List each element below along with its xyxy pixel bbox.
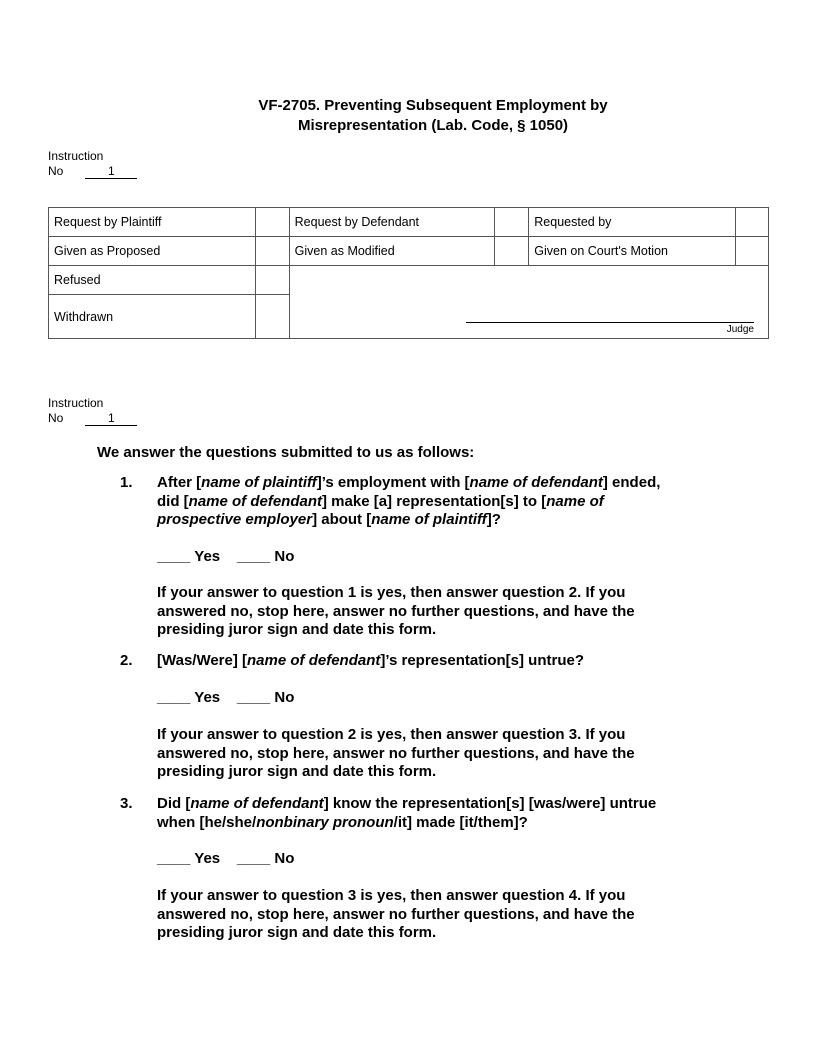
placeholder-text: name of defendant <box>247 652 381 669</box>
given-as-modified-label: Given as Modified <box>289 237 495 266</box>
followup-line: answered no, stop here, answer no further questions, and have the <box>157 905 635 923</box>
given-as-modified-box[interactable] <box>495 237 529 266</box>
placeholder-text: name of plaintiff <box>371 511 487 528</box>
requested-by-label: Requested by <box>529 208 736 237</box>
question-text-segment: ]’s employment with [ <box>316 474 470 491</box>
placeholder-text: name of defendant <box>188 492 323 510</box>
no-label: No <box>48 411 64 425</box>
withdrawn-label: Withdrawn <box>49 295 256 339</box>
form-title <box>0 96 816 136</box>
placeholder-text: name of defendant <box>469 474 603 491</box>
question-line <box>157 795 717 814</box>
requested-by-box[interactable] <box>735 208 768 237</box>
instruction-label: Instruction <box>48 149 104 163</box>
placeholder-text: name of defendant <box>190 795 324 812</box>
followup-instruction <box>157 887 717 943</box>
placeholder-text: name of <box>546 492 604 510</box>
no-blank[interactable]: ____ <box>236 689 271 706</box>
question-text-segment: ]? <box>486 511 501 528</box>
given-on-courts-motion-label: Given on Court's Motion <box>529 237 736 266</box>
instruction-disposition-table <box>48 207 769 339</box>
yes-blank[interactable]: ____ <box>157 548 191 565</box>
given-on-courts-motion-box[interactable] <box>735 237 768 266</box>
question-line <box>157 493 717 512</box>
question-text-segment: ] make [a] representation[s] to [ <box>322 492 547 510</box>
judge-signature-area[interactable] <box>289 266 768 339</box>
followup-instruction <box>157 584 717 640</box>
question-text-segment: /it] made [it/them]? <box>393 813 528 831</box>
followup-line: answered no, stop here, answer no further questions, and have the <box>157 602 635 620</box>
request-by-plaintiff-label: Request by Plaintiff <box>49 208 256 237</box>
placeholder-text: nonbinary pronoun <box>256 813 394 831</box>
question-text-segment: when [he/she/ <box>157 813 257 831</box>
question-text <box>157 795 717 832</box>
request-by-defendant-box[interactable] <box>495 208 529 237</box>
instruction-number: 1 <box>85 412 137 426</box>
followup-instruction <box>157 726 717 782</box>
no-label: No <box>274 548 295 565</box>
followup-line: answered no, stop here, answer no further questions, and have the <box>157 744 635 762</box>
given-as-proposed-box[interactable] <box>255 237 289 266</box>
followup-line: presiding juror sign and date this form. <box>157 924 437 941</box>
refused-label: Refused <box>49 266 256 295</box>
question-number: 2. <box>120 652 133 669</box>
no-label: No <box>48 164 64 178</box>
yes-label: Yes <box>194 548 221 565</box>
yes-label: Yes <box>194 689 221 706</box>
question-text <box>157 652 717 671</box>
question-text-segment: ] know the representation[s] [was/were] untrue <box>323 795 657 812</box>
judge-signature-line <box>466 322 754 323</box>
instruction-label: Instruction <box>48 396 104 410</box>
instruction-number-top <box>48 149 137 179</box>
followup-line: presiding juror sign and date this form. <box>157 763 437 780</box>
question-line <box>157 511 717 530</box>
question-text-segment: ] about [ <box>312 511 372 528</box>
followup-line: presiding juror sign and date this form. <box>157 621 437 638</box>
no-blank[interactable]: ____ <box>236 850 271 867</box>
title-line-2: Misrepresentation (Lab. Code, § 1050) <box>297 117 569 134</box>
question-text-segment: [Was/Were] [ <box>157 652 248 669</box>
refused-box[interactable] <box>255 266 289 295</box>
question-number: 1. <box>120 474 133 491</box>
followup-line: If your answer to question 3 is yes, then answer question 4. If you <box>157 887 626 904</box>
intro-text: We answer the questions submitted to us as follows: <box>97 444 475 461</box>
placeholder-text: name of plaintiff <box>201 474 317 491</box>
question-text-segment: ]’s representation[s] untrue? <box>380 652 585 669</box>
yes-blank[interactable]: ____ <box>157 850 191 867</box>
placeholder-text: prospective employer <box>157 511 313 528</box>
request-by-defendant-label: Request by Defendant <box>289 208 495 237</box>
no-blank[interactable]: ____ <box>236 548 271 565</box>
question-line <box>157 474 717 493</box>
instruction-number-bottom <box>48 396 137 426</box>
withdrawn-box[interactable] <box>255 295 289 339</box>
yes-label: Yes <box>194 850 221 867</box>
no-label: No <box>274 850 295 867</box>
yes-no-answer <box>157 850 294 869</box>
question-number: 3. <box>120 795 133 812</box>
question-line <box>157 652 717 671</box>
no-label: No <box>274 689 295 706</box>
yes-blank[interactable]: ____ <box>157 689 191 706</box>
question-text <box>157 474 717 530</box>
question-text-segment: ] ended, <box>602 474 661 491</box>
question-text-segment: After [ <box>157 474 202 491</box>
question-text-segment: did [ <box>157 492 189 510</box>
question-line <box>157 814 717 833</box>
request-by-plaintiff-box[interactable] <box>255 208 289 237</box>
judge-label: Judge <box>726 324 754 335</box>
yes-no-answer <box>157 548 294 567</box>
title-line-1: VF-2705. Preventing Subsequent Employment by <box>258 97 608 114</box>
followup-line: If your answer to question 2 is yes, then answer question 3. If you <box>157 726 626 743</box>
question-text-segment: Did [ <box>157 795 191 812</box>
followup-line: If your answer to question 1 is yes, then answer question 2. If you <box>157 584 626 601</box>
given-as-proposed-label: Given as Proposed <box>49 237 256 266</box>
yes-no-answer <box>157 689 294 708</box>
instruction-number: 1 <box>85 165 137 179</box>
